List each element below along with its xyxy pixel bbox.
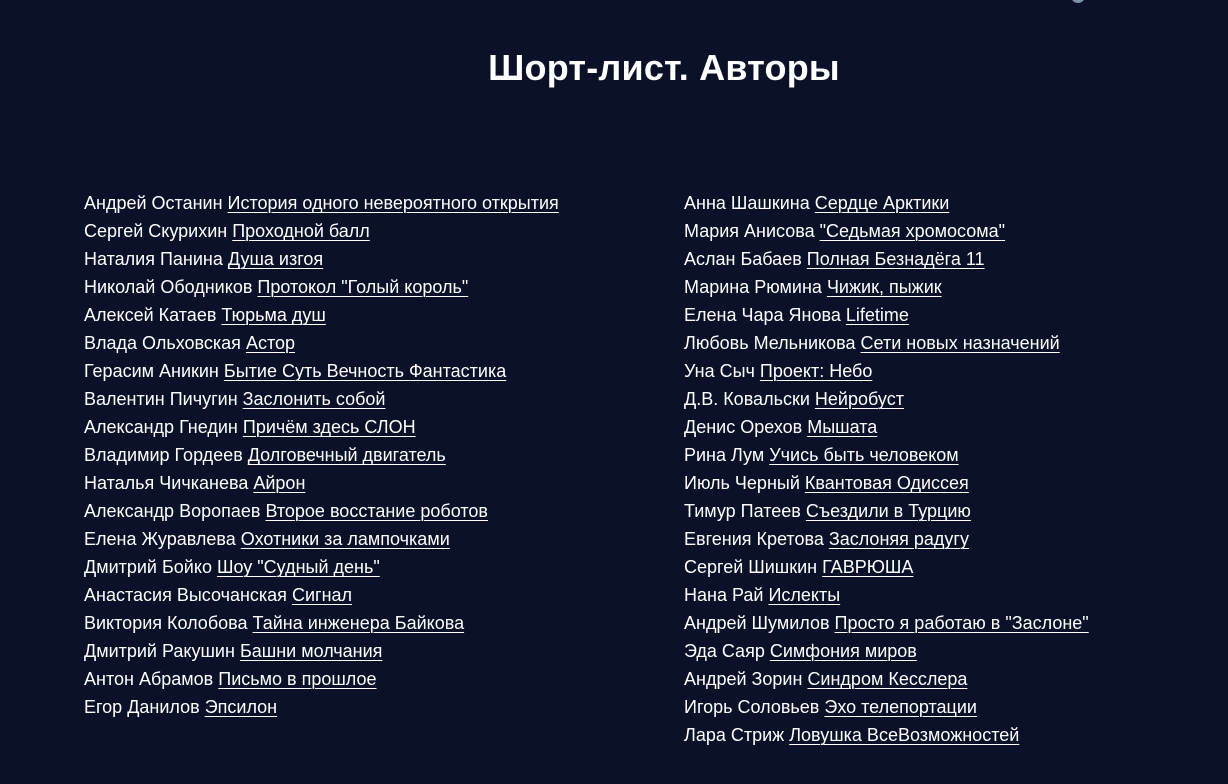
- book-title-link[interactable]: Протокол "Голый король": [257, 277, 469, 298]
- list-item: [84, 217, 684, 245]
- book-title-link[interactable]: Мышата: [807, 417, 878, 438]
- author-name: Алексей Катаев: [84, 305, 217, 326]
- list-item: [84, 245, 684, 273]
- list-item: [684, 189, 1228, 217]
- list-item: [84, 357, 684, 385]
- author-name: Мария Анисова: [684, 221, 815, 242]
- list-item: [84, 329, 684, 357]
- book-title-link[interactable]: Проходной балл: [232, 221, 370, 242]
- author-name: Андрей Шумилов: [684, 613, 830, 634]
- author-name: Рина Лум: [684, 445, 765, 466]
- book-title-link[interactable]: Второе восстание роботов: [265, 501, 488, 522]
- book-title-link[interactable]: Чижик, пыжик: [826, 277, 942, 298]
- book-title-link[interactable]: Сети новых назначений: [860, 333, 1060, 354]
- author-name: Владимир Гордеев: [84, 445, 243, 466]
- author-name: Александр Гнедин: [84, 417, 238, 438]
- author-name: Анна Шашкина: [684, 193, 810, 214]
- book-title-link[interactable]: Lifetime: [845, 305, 909, 326]
- list-item: [84, 189, 684, 217]
- book-title-link[interactable]: Заслоняя радугу: [828, 529, 969, 550]
- book-title-link[interactable]: Душа изгоя: [227, 249, 324, 270]
- author-name: Андрей Останин: [84, 193, 223, 214]
- book-title-link[interactable]: Квантовая Одиссея: [804, 473, 969, 494]
- author-name: Александр Воропаев: [84, 501, 261, 522]
- author-name: Дмитрий Ракушин: [84, 641, 235, 662]
- list-item: [684, 217, 1228, 245]
- list-item: [684, 637, 1228, 665]
- book-title-link[interactable]: Синдром Кесслера: [807, 669, 968, 690]
- book-title-link[interactable]: Шоу "Судный день": [216, 557, 380, 578]
- list-item: [684, 469, 1228, 497]
- author-name: Елена Журавлева: [84, 529, 236, 550]
- list-item: [84, 553, 684, 581]
- book-title-link[interactable]: Башни молчания: [239, 641, 383, 662]
- list-item: [684, 357, 1228, 385]
- author-name: Валентин Пичугин: [84, 389, 238, 410]
- list-item: [84, 385, 684, 413]
- book-title-link[interactable]: Эхо телепортации: [824, 697, 977, 718]
- shortlist-page: [84, 0, 1228, 749]
- list-item: [684, 609, 1228, 637]
- shortlist-column-right: [684, 189, 1228, 749]
- shortlist-columns: [84, 189, 1228, 749]
- author-name: Эда Саяр: [684, 641, 765, 662]
- book-title-link[interactable]: "Седьмая хромосома": [819, 221, 1006, 242]
- author-name: Сергей Шишкин: [684, 557, 818, 578]
- book-title-link[interactable]: Учись быть человеком: [769, 445, 959, 466]
- author-name: Анастасия Высочанская: [84, 585, 287, 606]
- author-name: Марина Рюмина: [684, 277, 822, 298]
- book-title-link[interactable]: Симфония миров: [769, 641, 917, 662]
- book-title-link[interactable]: Проект: Небо: [759, 361, 873, 382]
- book-title-link[interactable]: Долговечный двигатель: [247, 445, 446, 466]
- book-title-link[interactable]: Причём здесь СЛОН: [242, 417, 416, 438]
- author-name: Наталия Панина: [84, 249, 223, 270]
- page-title: Шорт-лист. Авторы: [488, 47, 840, 88]
- book-title-link[interactable]: Письмо в прошлое: [218, 669, 377, 690]
- list-item: [684, 581, 1228, 609]
- list-item: [84, 609, 684, 637]
- book-title-link[interactable]: ГАВРЮША: [822, 557, 914, 578]
- author-name: Денис Орехов: [684, 417, 803, 438]
- list-item: [684, 245, 1228, 273]
- list-item: [684, 525, 1228, 553]
- author-name: Егор Данилов: [84, 697, 200, 718]
- author-name: Наталья Чичканева: [84, 473, 249, 494]
- book-title-link[interactable]: История одного невероятного открытия: [227, 193, 559, 214]
- list-item: [84, 497, 684, 525]
- list-item: [684, 273, 1228, 301]
- author-name: Июль Черный: [684, 473, 800, 494]
- book-title-link[interactable]: Тайна инженера Байкова: [252, 613, 465, 634]
- author-name: Антон Абрамов: [84, 669, 214, 690]
- author-name: Виктория Колобова: [84, 613, 248, 634]
- list-item: [684, 413, 1228, 441]
- list-item: [684, 553, 1228, 581]
- list-item: [684, 693, 1228, 721]
- book-title-link[interactable]: Съездили в Турцию: [805, 501, 971, 522]
- author-name: Герасим Аникин: [84, 361, 219, 382]
- list-item: [84, 525, 684, 553]
- book-title-link[interactable]: Тюрьма душ: [221, 305, 326, 326]
- list-item: [84, 469, 684, 497]
- author-name: Игорь Соловьев: [684, 697, 820, 718]
- book-title-link[interactable]: Ислекты: [768, 585, 841, 606]
- book-title-link[interactable]: Бытие Суть Вечность Фантастика: [223, 361, 507, 382]
- author-name: Уна Сыч: [684, 361, 755, 382]
- book-title-link[interactable]: Сигнал: [291, 585, 353, 606]
- book-title-link[interactable]: Астор: [245, 333, 296, 354]
- author-name: Аслан Бабаев: [684, 249, 802, 270]
- list-item: [84, 273, 684, 301]
- book-title-link[interactable]: Нейробуст: [814, 389, 904, 410]
- author-name: Евгения Кретова: [684, 529, 824, 550]
- author-name: Лара Стриж: [684, 725, 785, 746]
- book-title-link[interactable]: Полная Безнадёга 11: [806, 249, 985, 270]
- book-title-link[interactable]: Охотники за лампочками: [240, 529, 450, 550]
- list-item: [84, 441, 684, 469]
- author-name: Сергей Скурихин: [84, 221, 228, 242]
- list-item: [684, 665, 1228, 693]
- list-item: [684, 329, 1228, 357]
- list-item: [84, 693, 684, 721]
- author-name: Любовь Мельникова: [684, 333, 856, 354]
- author-name: Тимур Патеев: [684, 501, 801, 522]
- list-item: [684, 385, 1228, 413]
- book-title-link[interactable]: Ловушка ВсеВозможностей: [789, 725, 1020, 746]
- book-title-link[interactable]: Айрон: [253, 473, 306, 494]
- author-name: Андрей Зорин: [684, 669, 803, 690]
- author-name: Влада Ольховская: [84, 333, 241, 354]
- list-item: [84, 413, 684, 441]
- list-item: [84, 637, 684, 665]
- list-item: [84, 665, 684, 693]
- list-item: [84, 301, 684, 329]
- author-name: Николай Ободников: [84, 277, 253, 298]
- list-item: [684, 441, 1228, 469]
- shortlist-column-left: [84, 189, 684, 749]
- author-name: Елена Чара Янова: [684, 305, 841, 326]
- book-title-link[interactable]: Просто я работаю в "Заслоне": [834, 613, 1089, 634]
- list-item: [684, 301, 1228, 329]
- list-item: [684, 497, 1228, 525]
- book-title-link[interactable]: Заслонить собой: [242, 389, 386, 410]
- list-item: [684, 721, 1228, 749]
- author-name: Д.В. Ковальски: [684, 389, 810, 410]
- book-title-link[interactable]: Сердце Арктики: [814, 193, 950, 214]
- author-name: Нана Рай: [684, 585, 764, 606]
- author-name: Дмитрий Бойко: [84, 557, 212, 578]
- list-item: [84, 581, 684, 609]
- book-title-link[interactable]: Эпсилон: [204, 697, 278, 718]
